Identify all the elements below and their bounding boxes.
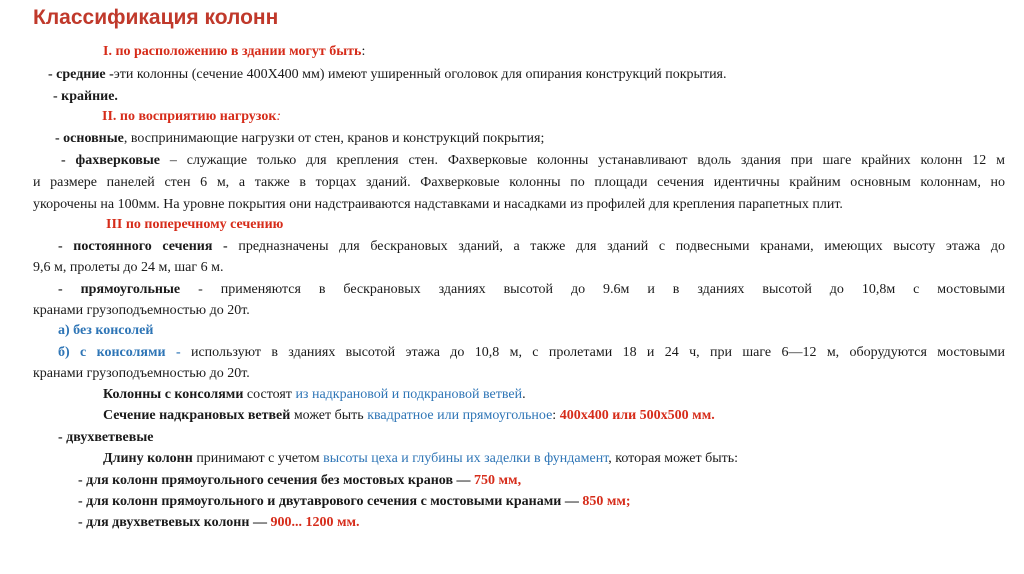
section2-item-frame-l3: укорочены на 100мм. На уровне покрытия они надстраиваются надставками и насадками из профилей для крепления парапетных плит. xyxy=(33,197,843,212)
constant-text-l1: предназначены для бескрановых зданий, а также для зданий с подвесными кранами, имеющих высоту этажа до xyxy=(238,239,1006,254)
section2-heading-colon: : xyxy=(276,109,282,124)
section2-heading xyxy=(102,107,281,126)
length-item-2 xyxy=(78,492,631,511)
section3-item-rect-l1 xyxy=(58,280,1005,299)
rect-text-l1: - применяются в бескрановых зданиях высотой до 9.6м и в зданиях высотой до 10,8м с мостовыми xyxy=(180,282,1006,297)
length-item-3-text: - для двухветвевых колонн — xyxy=(78,515,271,530)
middle-label: - средние - xyxy=(48,67,114,82)
section3-heading xyxy=(106,215,283,234)
page-title: Классификация колонн xyxy=(33,6,279,29)
section-size-red: 400х400 или 500х500 мм. xyxy=(559,408,715,423)
length-intro-end: , которая может быть: xyxy=(608,451,739,466)
length-intro-text: принимают с учетом xyxy=(192,451,324,466)
length-item-2-text: - для колонн прямоугольного и двутаврового сечения с мостовыми кранами — xyxy=(78,494,583,509)
section1-heading-text: I. по расположению в здании могут быть xyxy=(103,44,362,59)
middle-text: эти колонны (сечение 400Х400 мм) имеют уширенный оголовок для опирания конструкций покрытия. xyxy=(113,67,727,82)
section2-heading-text: II. по восприятию нагрузок xyxy=(102,109,277,124)
sub-a-label: а) без консолей xyxy=(58,323,154,338)
rect-label: - прямоугольные xyxy=(58,282,181,297)
section3-sub-a xyxy=(58,321,153,340)
edge-label: - крайние. xyxy=(53,89,118,104)
length-intro-blue: высоты цеха и глубины их заделки в фундамент xyxy=(323,451,609,466)
frame-text-l1: – служащие только для крепления стен. Фахверковые колонны устанавливают вдоль здания при шаге крайних колонн 12 м xyxy=(160,153,1005,168)
section-size-bold: Сечение надкрановых ветвей xyxy=(103,408,291,423)
consoles-blue: из надкрановой и подкрановой ветвей xyxy=(295,387,523,402)
section1-item-middle xyxy=(48,65,727,84)
twobranch-label: - двухветвевые xyxy=(58,430,154,445)
section3-item-constant-l1 xyxy=(58,237,1005,256)
section-size-text: может быть xyxy=(290,408,368,423)
consoles-text: состоят xyxy=(243,387,296,402)
consoles-end: . xyxy=(522,387,526,402)
length-intro xyxy=(103,449,738,468)
section2-item-main xyxy=(55,129,544,148)
section3-sub-b-l2: кранами грузоподъемностью до 20т. xyxy=(33,366,250,381)
length-intro-bold: Длину колонн xyxy=(103,451,193,466)
consoles-bold: Колонны с консолями xyxy=(103,387,244,402)
section3-item-rect-l2: кранами грузоподъемностью до 20т. xyxy=(33,303,250,318)
length-item-1-text: - для колонн прямоугольного сечения без мостовых кранов — xyxy=(78,473,475,488)
main-text: , воспринимающие нагрузки от стен, кранов и конструкций покрытия; xyxy=(123,131,545,146)
section-size-colon: : xyxy=(552,408,560,423)
length-item-3 xyxy=(78,513,360,532)
constant-label: - постоянного сечения - xyxy=(58,239,239,254)
section1-heading-colon: : xyxy=(361,44,366,59)
section-size-line xyxy=(103,406,715,425)
section3-heading-text: III по поперечному сечению xyxy=(106,217,284,232)
section1-item-edge xyxy=(53,87,118,106)
length-item-1 xyxy=(78,471,521,490)
section2-item-frame-l2: и размере панелей стен 6 м, а также в торцах зданий. Фахверковые колонны по площади сечения идентичны крайним основным колоннам, но xyxy=(33,175,1005,190)
consoles-line xyxy=(103,385,526,404)
section-size-blue: квадратное или прямоугольное xyxy=(367,408,553,423)
sub-b-label: б) с консолями - xyxy=(58,345,191,360)
sub-b-text-l1: используют в зданиях высотой этажа до 10,8 м, с пролетами 18 и 24 ч, при шаге 6—12 м, оборудуются мостовыми xyxy=(190,345,1006,360)
section1-heading xyxy=(103,42,365,61)
length-item-1-value: 750 мм, xyxy=(474,473,522,488)
section3-sub-b-l1 xyxy=(58,343,1005,362)
twobranch-line xyxy=(58,428,153,447)
length-item-3-value: 900... 1200 мм. xyxy=(270,515,360,530)
frame-label: - фахверковые xyxy=(61,153,161,168)
length-item-2-value: 850 мм; xyxy=(582,494,631,509)
section3-item-constant-l2: 9,6 м, пролеты до 24 м, шаг 6 м. xyxy=(33,260,224,275)
main-label: - основные xyxy=(55,131,124,146)
section2-item-frame-l1 xyxy=(61,151,1005,170)
